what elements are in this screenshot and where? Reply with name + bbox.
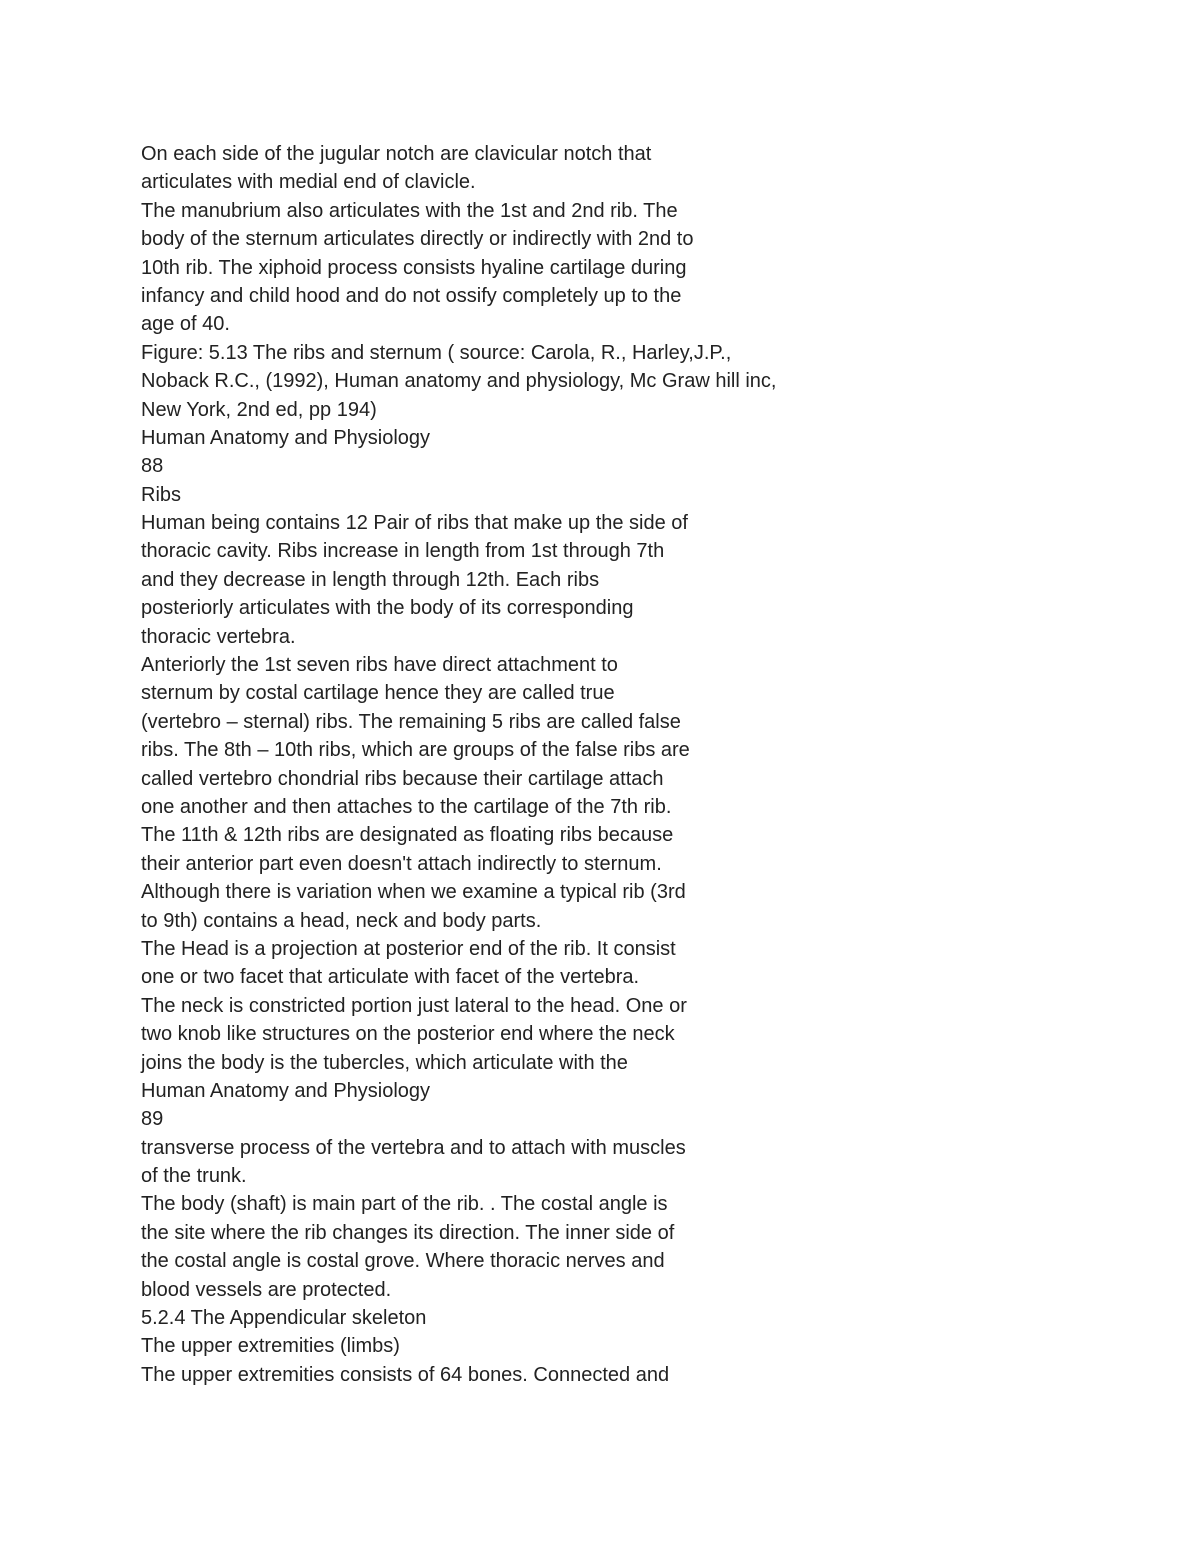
figure-caption-line-3: New York, 2nd ed, pp 194) xyxy=(141,398,377,421)
text-line-17: posteriorly articulates with the body of its corresponding xyxy=(141,597,634,620)
text-line-25: The 11th & 12th ribs are designated as floating ribs because xyxy=(141,824,674,847)
text-line-5: 10th rib. The xiphoid process consists hyaline cartilage during xyxy=(141,256,687,279)
text-line-3: The manubrium also articulates with the 1st and 2nd rib. The xyxy=(141,199,678,222)
running-header-2: Human Anatomy and Physiology xyxy=(141,1079,431,1102)
text-line-23: called vertebro chondrial ribs because their cartilage attach xyxy=(141,767,664,790)
text-line-27: Although there is variation when we examine a typical rib (3rd xyxy=(141,881,686,904)
text-line-15: thoracic cavity. Ribs increase in length from 1st through 7th xyxy=(141,540,665,563)
figure-caption-line-1: Figure: 5.13 The ribs and sternum ( source: Carola, R., Harley,J.P., xyxy=(141,341,732,364)
text-line-19: Anteriorly the 1st seven ribs have direct attachment to xyxy=(141,654,618,677)
text-line-21: (vertebro – sternal) ribs. The remaining 5 ribs are called false xyxy=(141,710,681,733)
page-number-2: 89 xyxy=(141,1108,164,1131)
text-line-1: On each side of the jugular notch are clavicular notch that xyxy=(141,143,652,165)
text-line-36: transverse process of the vertebra and to attach with muscles xyxy=(141,1136,686,1159)
text-line-20: sternum by costal cartilage hence they are called true xyxy=(141,682,615,705)
text-line-22: ribs. The 8th – 10th ribs, which are groups of the false ribs are xyxy=(141,739,690,762)
text-line-28: to 9th) contains a head, neck and body parts. xyxy=(141,909,542,932)
page-number: 88 xyxy=(141,455,164,478)
text-line-4: body of the sternum articulates directly or indirectly with 2nd to xyxy=(141,228,694,251)
text-line-14: Human being contains 12 Pair of ribs that make up the side of xyxy=(141,512,688,535)
text-line-37: of the trunk. xyxy=(141,1165,247,1188)
running-header: Human Anatomy and Physiology xyxy=(141,426,431,449)
section-heading-ribs: Ribs xyxy=(141,483,182,506)
text-line-41: blood vessels are protected. xyxy=(141,1278,392,1301)
text-line-39: the site where the rib changes its direction. The inner side of xyxy=(141,1221,675,1244)
text-line-7: age of 40. xyxy=(141,313,230,336)
subsection-heading-upper-extremities: The upper extremities (limbs) xyxy=(141,1335,400,1358)
document-text xyxy=(141,140,1141,1389)
text-line-30: one or two facet that articulate with facet of the vertebra. xyxy=(141,966,640,989)
text-line-32: two knob like structures on the posterior end where the neck xyxy=(141,1023,675,1046)
figure-caption-line-2: Noback R.C., (1992), Human anatomy and physiology, Mc Graw hill inc, xyxy=(141,370,777,393)
text-line-16: and they decrease in length through 12th. Each ribs xyxy=(141,568,600,591)
text-line-38: The body (shaft) is main part of the rib. . The costal angle is xyxy=(141,1193,668,1216)
text-line-29: The Head is a projection at posterior end of the rib. It consist xyxy=(141,937,676,960)
text-line-31: The neck is constricted portion just lateral to the head. One or xyxy=(141,994,687,1017)
section-heading-appendicular: 5.2.4 The Appendicular skeleton xyxy=(141,1307,427,1330)
text-line-40: the costal angle is costal grove. Where thoracic nerves and xyxy=(141,1250,665,1273)
text-line-33: joins the body is the tubercles, which articulate with the xyxy=(141,1051,628,1074)
text-line-26: their anterior part even doesn't attach indirectly to sternum. xyxy=(141,852,662,875)
text-line-24: one another and then attaches to the cartilage of the 7th rib. xyxy=(141,795,672,818)
text-line-6: infancy and child hood and do not ossify completely up to the xyxy=(141,284,682,307)
text-line-18: thoracic vertebra. xyxy=(141,625,296,648)
text-line-44: The upper extremities consists of 64 bones. Connected and xyxy=(141,1363,670,1386)
text-line-2: articulates with medial end of clavicle. xyxy=(141,171,476,194)
